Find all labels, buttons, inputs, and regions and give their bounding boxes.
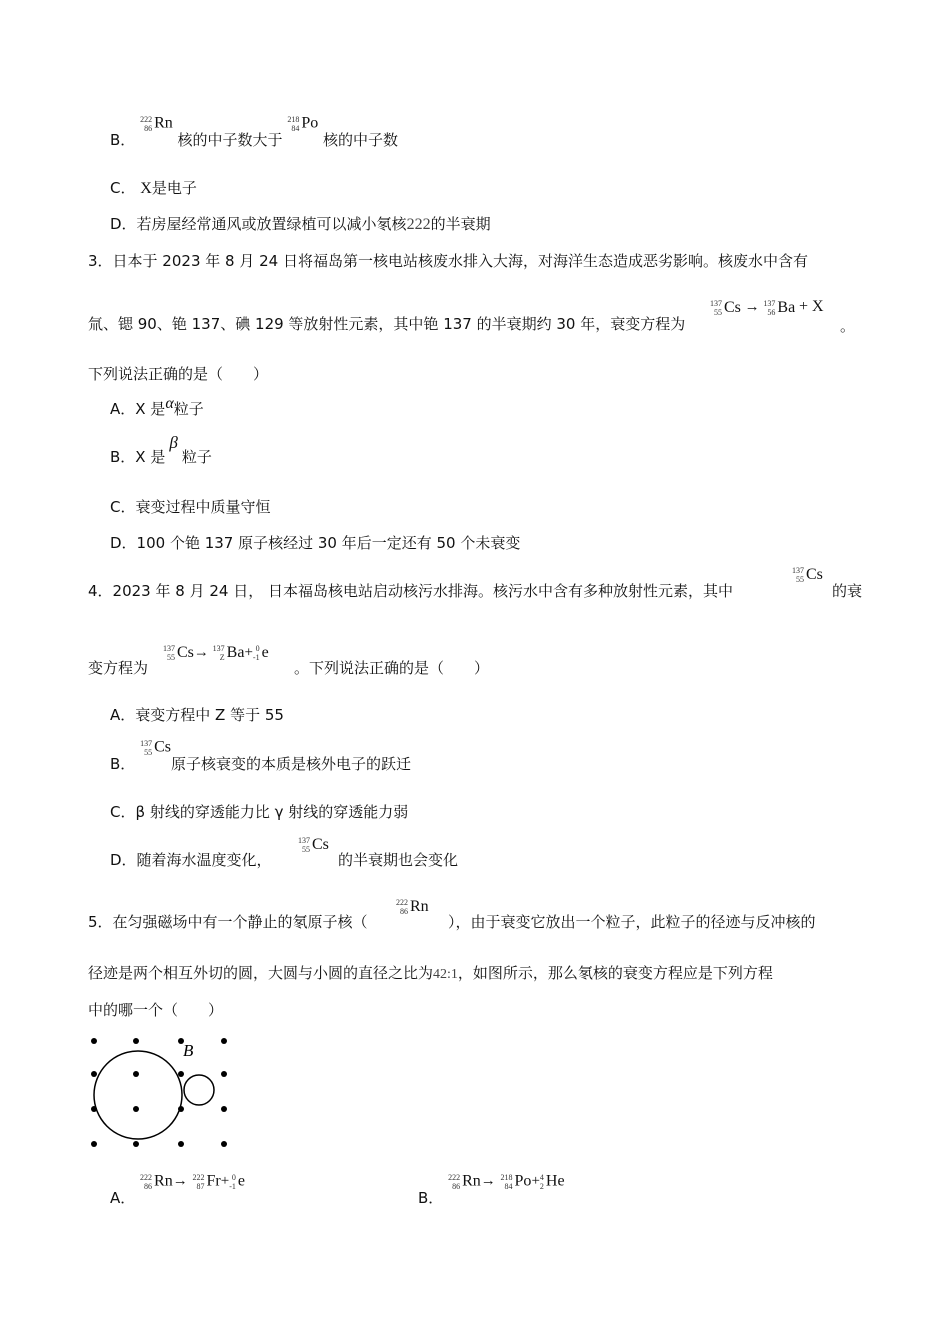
isotope-cs-137 <box>792 566 823 584</box>
element-symbol: He <box>545 1172 565 1190</box>
element-symbol: Fr <box>206 1172 221 1190</box>
mass-number: 137 <box>163 644 175 653</box>
mass-number: 222 <box>448 1172 461 1182</box>
option-text: 原子核衰变的本质是核外电子的跃迁 <box>170 755 411 773</box>
element-symbol: Ba <box>777 298 796 316</box>
q3-option-d: D．100 个铯 137 原子核经过 30 年后一定还有 50 个未衰变 <box>110 534 521 552</box>
q4-option-c: C．β 射线的穿透能力比 γ 射线的穿透能力弱 <box>110 803 409 821</box>
small-circle-track <box>184 1075 214 1105</box>
alpha-symbol: α <box>165 395 174 412</box>
isotope-cs-137 <box>140 737 171 758</box>
element-symbol: Cs <box>806 566 823 583</box>
atomic-number: 84 <box>291 123 300 133</box>
q2-option-b <box>110 114 399 158</box>
atomic-number: 2 <box>539 1181 544 1191</box>
arrow-icon: → <box>193 644 209 661</box>
q5-isotope-rn <box>396 898 429 916</box>
option-label: B． <box>110 755 136 773</box>
element-symbol: Cs <box>724 298 741 316</box>
isotope-po-218 <box>287 113 318 134</box>
isotope-cs-137 <box>298 836 329 854</box>
option-text: 的半衰期 <box>430 215 491 233</box>
q3-option-b <box>110 433 212 467</box>
atomic-number: 55 <box>796 575 804 584</box>
atomic-number: 86 <box>400 907 408 916</box>
variable-x: X <box>140 180 152 197</box>
element-symbol: Ba <box>226 644 245 661</box>
element-symbol: Cs <box>177 644 194 661</box>
option-label: A． <box>110 1189 136 1207</box>
mass-number: 222 <box>396 898 408 907</box>
q4-stem-line2-pre: 变方程为 <box>88 659 149 677</box>
isotope-ba-137 <box>763 299 795 317</box>
option-text: 粒子 <box>173 400 204 418</box>
atomic-number: 55 <box>167 653 175 662</box>
q4-option-d-isotope <box>298 836 329 854</box>
q5-option-b <box>418 1170 565 1210</box>
large-circle-track <box>94 1051 182 1139</box>
element-symbol: Rn <box>154 114 173 132</box>
option-text: 核的中子数 <box>323 131 399 149</box>
element-symbol: Cs <box>312 836 329 853</box>
option-label: B． <box>110 131 136 149</box>
q3-option-a <box>110 395 204 420</box>
option-text: 粒子 <box>181 448 212 466</box>
element-symbol: Po <box>514 1172 532 1190</box>
atomic-number: 55 <box>144 747 153 757</box>
atomic-number: 86 <box>452 1181 461 1191</box>
isotope-fr-222 <box>193 1171 221 1192</box>
q5-stem-line2 <box>88 963 773 985</box>
q2-option-c <box>110 178 197 199</box>
isotope-helium <box>540 1171 565 1192</box>
option-text: D．若房屋经常通风或放置绿植可以减小氡核 <box>110 215 407 233</box>
q4-decay-equation <box>163 644 269 662</box>
plus-sign: + <box>220 1173 230 1189</box>
atomic-number: 55 <box>302 845 310 854</box>
atomic-number: 87 <box>196 1181 205 1191</box>
plus-sign: + <box>244 644 253 661</box>
element-symbol: Cs <box>154 738 171 756</box>
element-symbol: Rn <box>462 1172 481 1190</box>
arrow-icon: → <box>480 1173 496 1189</box>
q5-option-a <box>110 1170 245 1210</box>
q5-stem-line1-post: ），由于衰变它放出一个粒子，此粒子的径迹与反冲核的 <box>448 913 816 931</box>
mass-number: 222 <box>140 1172 153 1182</box>
beta-symbol: β <box>169 433 178 452</box>
q3-stem-line2-end: 。 <box>840 317 856 335</box>
stem-text: 径迹是两个相互外切的圆，大圆与小圆的直径之比为 <box>88 964 434 982</box>
element-symbol: e <box>261 644 269 661</box>
field-label-b: B <box>183 1041 194 1060</box>
isotope-po-218 <box>501 1171 532 1192</box>
mass-number: 218 <box>500 1172 513 1182</box>
q4-option-a: A．衰变方程中 Z 等于 55 <box>110 706 284 724</box>
atomic-number: 55 <box>714 307 722 317</box>
isotope-rn-222 <box>140 1171 173 1192</box>
mass-number: 137 <box>763 298 776 308</box>
q4-option-b <box>110 738 411 778</box>
isotope-rn-222 <box>140 113 173 134</box>
q5-stem-line3: 中的哪一个（ ） <box>88 1001 224 1019</box>
atomic-number: -1 <box>229 1181 236 1191</box>
mass-number: 218 <box>287 114 300 124</box>
isotope-electron <box>253 644 269 662</box>
q3-stem-line1: 3．日本于 2023 年 8 月 24 日将福岛第一核电站核废水排入大海，对海洋生态造成恶劣影响。核废水中含有 <box>88 252 808 270</box>
atomic-number: Z <box>219 653 225 662</box>
element-symbol: Rn <box>410 898 429 915</box>
mass-number: 137 <box>212 644 225 653</box>
mass-number: 137 <box>710 298 722 308</box>
stem-text: ，如图所示，那么氡核的衰变方程应是下列方程 <box>457 964 773 982</box>
option-label: A．X 是 <box>110 400 166 418</box>
magnetic-field-figure <box>85 1032 245 1162</box>
equation-product: + X <box>798 298 824 315</box>
element-symbol: e <box>237 1172 245 1190</box>
mass-number: 137 <box>298 836 310 845</box>
diameter-ratio: 42:1 <box>433 967 458 982</box>
option-text: 核的中子数大于 <box>177 131 283 149</box>
mass-number: 137 <box>140 738 153 748</box>
q4-option-d-text: 的半衰期也会变化 <box>338 851 459 869</box>
arrow-icon: → <box>744 299 760 315</box>
atomic-number: 86 <box>144 1181 153 1191</box>
element-symbol: Po <box>301 114 319 132</box>
mass-number: 137 <box>792 566 804 575</box>
isotope-cs-137 <box>163 644 194 662</box>
option-label: B． <box>418 1189 444 1207</box>
q4-stem-line2-post: 。下列说法正确的是（ ） <box>294 659 490 677</box>
mass-number: 4 <box>539 1172 544 1182</box>
number-222: 222 <box>406 216 431 233</box>
mass-number: 0 <box>231 1172 236 1182</box>
q4-isotope-cs <box>792 566 823 584</box>
atomic-number: 84 <box>504 1181 513 1191</box>
mass-number: 0 <box>255 644 260 653</box>
option-label: C． <box>110 179 136 197</box>
element-symbol: Rn <box>154 1172 173 1190</box>
q3-stem-line2: 氚、锶 90、铯 137、碘 129 等放射性元素，其中铯 137 的半衰期约 30 年，衰变方程为 <box>88 315 686 333</box>
option-label: B．X 是 <box>110 448 166 466</box>
arrow-icon: → <box>172 1173 188 1189</box>
isotope-rn-222 <box>396 898 429 916</box>
isotope-rn-222 <box>448 1171 481 1192</box>
atomic-number: -1 <box>252 653 260 662</box>
isotope-ba-137 <box>213 644 245 662</box>
q3-option-c: C．衰变过程中质量守恒 <box>110 498 271 516</box>
isotope-electron <box>229 1171 245 1192</box>
q2-option-d <box>110 214 491 235</box>
option-text: 是电子 <box>151 179 197 197</box>
q4-stem-line1: 4．2023 年 8 月 24 日， 日本福岛核电站启动核污水排海。核污水中含有多种放射性元素，其中 <box>88 582 733 600</box>
q5-stem-line1-pre: 5．在匀强磁场中有一个静止的氡原子核（ <box>88 913 368 931</box>
mass-number: 222 <box>192 1172 205 1182</box>
atomic-number: 56 <box>767 307 776 317</box>
q4-stem-line1-end: 的衰 <box>832 582 863 600</box>
atomic-number: 86 <box>144 123 153 133</box>
q4-option-d: D．随着海水温度变化， <box>110 851 272 869</box>
mass-number: 222 <box>140 114 153 124</box>
q3-stem-line3: 下列说法正确的是（ ） <box>88 365 269 383</box>
isotope-cs-137 <box>710 299 741 317</box>
plus-sign: + <box>531 1173 540 1189</box>
q3-decay-equation <box>710 298 824 317</box>
